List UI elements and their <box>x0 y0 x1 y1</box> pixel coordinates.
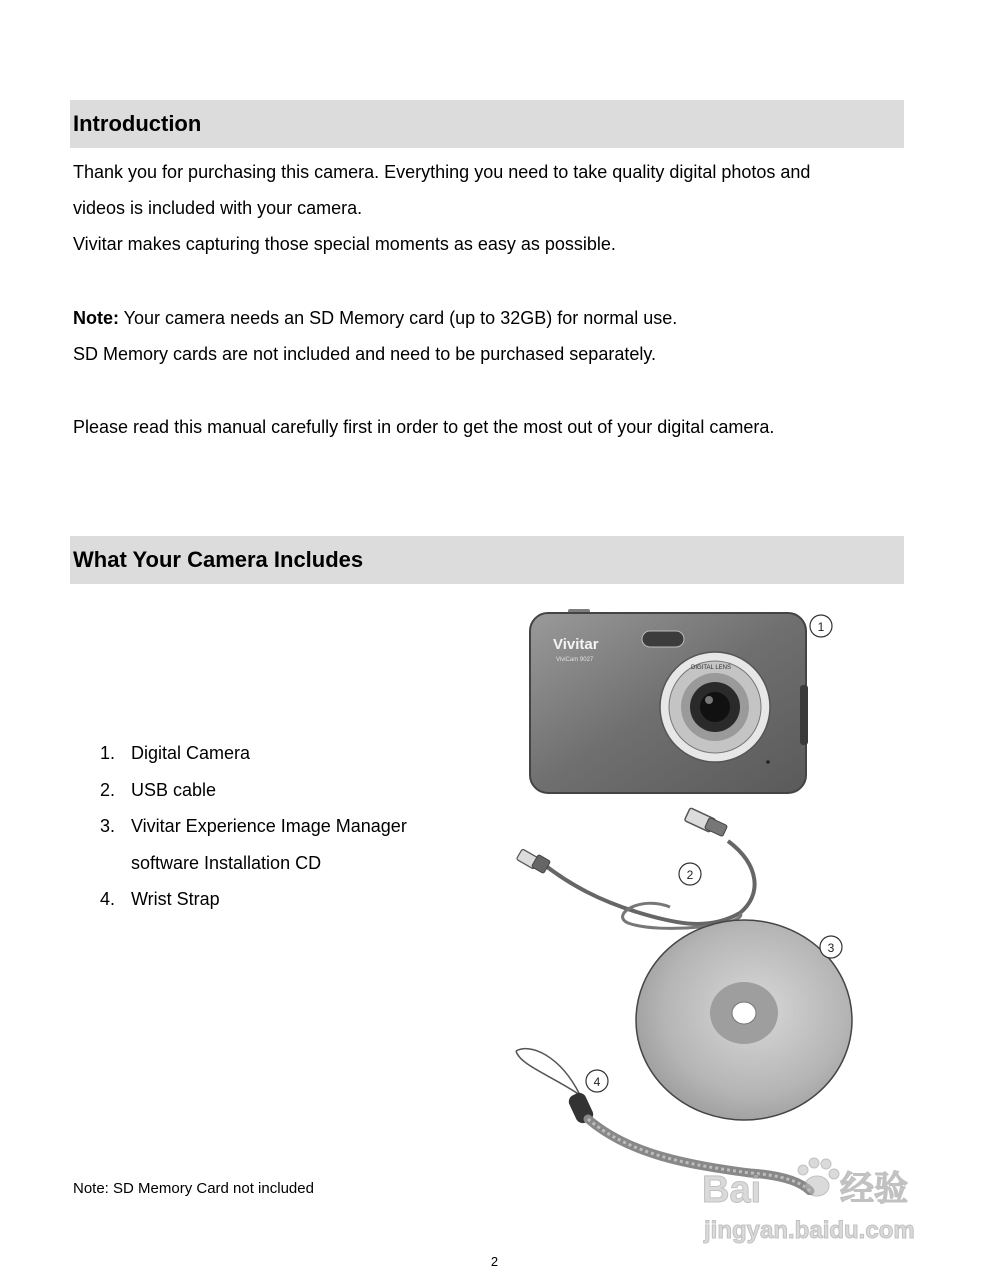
package-contents-illustration <box>500 595 860 1195</box>
camera-image <box>530 609 832 793</box>
includes-heading-bar <box>70 536 904 584</box>
footnote: Note: SD Memory Card not included <box>73 1180 314 1197</box>
watermark-logo: Bai <box>702 1169 762 1211</box>
lens-text: DIGITAL LENS <box>691 665 732 671</box>
intro-line-1: Thank you for purchasing this camera. Everything you need to take quality digital photos and <box>73 162 811 182</box>
page-number: 2 <box>490 1254 499 1269</box>
list-item: 2. USB cable <box>100 779 217 800</box>
manual-text: Please read this manual carefully first in order to get the most out of your digital camera. <box>73 417 775 437</box>
baidu-watermark <box>700 1150 940 1250</box>
intro-line-3: Vivitar makes capturing those special moments as easy as possible. <box>73 234 616 254</box>
note-line-1 <box>73 300 677 336</box>
list-item: 3. Vivitar Experience Image Manager <box>100 816 407 836</box>
installation-cd-image <box>636 920 852 1120</box>
callout-2: 2 <box>686 868 694 882</box>
paw-icon <box>798 1158 839 1196</box>
callout-3: 3 <box>827 941 835 955</box>
camera-model: ViviCam 9027 <box>556 657 594 663</box>
includes-list <box>100 735 407 918</box>
includes-heading: What Your Camera Includes <box>73 547 364 572</box>
note-label: Note: <box>73 308 119 328</box>
callout-4: 4 <box>593 1075 601 1089</box>
list-item-continuation: software Installation CD <box>131 852 322 873</box>
list-item: 4. Wrist Strap <box>100 889 220 909</box>
introduction-heading-bar <box>70 100 904 148</box>
note-text: Your camera needs an SD Memory card (up to 32GB) for normal use. <box>119 308 678 328</box>
watermark-logo-2: 经验 <box>840 1169 908 1209</box>
callout-1: 1 <box>817 620 825 634</box>
introduction-heading: Introduction <box>73 111 202 136</box>
note-line-2: SD Memory cards are not included and need to be purchased separately. <box>73 344 657 364</box>
watermark-url: jingyan.baidu.com <box>704 1217 915 1244</box>
intro-line-2: videos is included with your camera. <box>73 198 363 218</box>
list-item: 1. Digital Camera <box>100 743 251 763</box>
usb-cable-image <box>516 808 754 929</box>
camera-brand: Vivitar <box>553 636 599 653</box>
